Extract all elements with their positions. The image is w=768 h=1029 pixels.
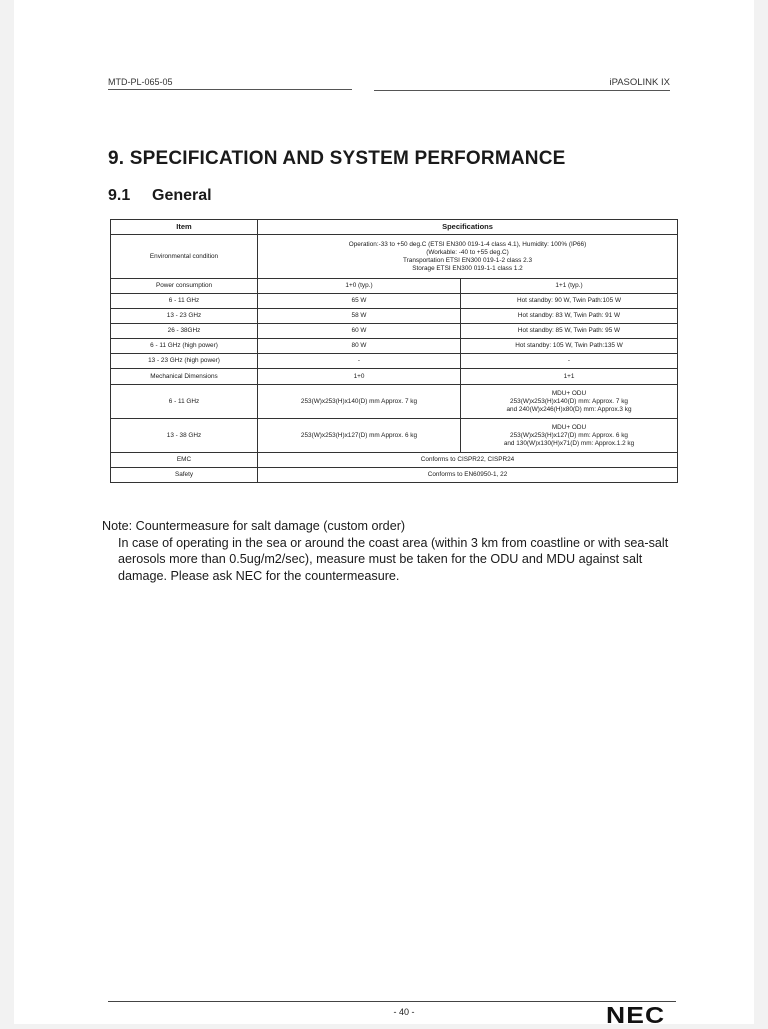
cell: 80 W bbox=[258, 339, 461, 354]
row-label: EMC bbox=[111, 453, 258, 468]
cell: Conforms to EN60950-1, 22 bbox=[258, 468, 678, 483]
table-row bbox=[111, 294, 678, 309]
cell: 58 W bbox=[258, 309, 461, 324]
cell: Conforms to CISPR22, CISPR24 bbox=[258, 453, 678, 468]
cell: 253(W)x253(H)x140(D) mm Approx. 7 kg bbox=[258, 385, 461, 419]
document-page bbox=[14, 0, 754, 1028]
cell bbox=[461, 419, 678, 453]
table-row-emc bbox=[111, 453, 678, 468]
mech-col-1: 1+0 bbox=[258, 369, 461, 385]
cell-line: MDU+ ODU bbox=[551, 389, 587, 397]
env-line: Storage ETSI EN300 019-1-1 class 1.2 bbox=[412, 264, 523, 272]
row-label: 13 - 38 GHz bbox=[111, 419, 258, 453]
table-row bbox=[111, 385, 678, 419]
cell: Hot standby: 85 W, Twin Path: 95 W bbox=[461, 324, 678, 339]
cell: - bbox=[461, 354, 678, 369]
col-header-item: Item bbox=[111, 220, 258, 235]
row-label: Power consumption bbox=[111, 279, 258, 294]
spec-table bbox=[110, 219, 678, 483]
row-label: Safety bbox=[111, 468, 258, 483]
cell-line: MDU+ ODU bbox=[551, 423, 587, 431]
subsection-heading bbox=[108, 187, 212, 205]
header-product: iPASOLINK IX bbox=[374, 77, 670, 91]
table-row bbox=[111, 309, 678, 324]
power-col-1: 1+0 (typ.) bbox=[258, 279, 461, 294]
cell-line: 253(W)x253(H)x140(D) mm: Approx. 7 kg bbox=[510, 397, 628, 405]
env-line: (Workable: -40 to +55 deg.C) bbox=[426, 248, 509, 256]
cell-line: 253(W)x253(H)x127(D) mm: Approx. 6 kg bbox=[510, 431, 628, 439]
note-body: In case of operating in the sea or around the coast area (within 3 km from coastline or with sea-salt aerosols more than 0.5ug/m2/sec), measure must be taken for the ODU and MDU against salt damage. Please ask NEC for the countermeasure. bbox=[118, 535, 669, 583]
table-row-safety bbox=[111, 468, 678, 483]
row-label: Mechanical Dimensions bbox=[111, 369, 258, 385]
subsection-number: 9.1 bbox=[108, 187, 131, 204]
nec-logo: NEC bbox=[606, 1002, 666, 1028]
cell: 60 W bbox=[258, 324, 461, 339]
table-header-row bbox=[111, 220, 678, 235]
env-line: Transportation ETSI EN300 019-1-2 class 2.3 bbox=[402, 256, 533, 264]
power-col-2: 1+1 (typ.) bbox=[461, 279, 678, 294]
note-title: Note: Countermeasure for salt damage (custom order) bbox=[102, 519, 406, 533]
cell-line: and 130(W)x130(H)x71(D) mm: Approx.1.2 kg bbox=[503, 439, 635, 447]
cell-line: and 240(W)x246(H)x80(D) mm: Approx.3 kg bbox=[506, 405, 632, 413]
page-number: - 40 - bbox=[393, 1007, 415, 1017]
row-label: 13 - 23 GHz (high power) bbox=[111, 354, 258, 369]
row-label: 6 - 11 GHz bbox=[111, 385, 258, 419]
env-spec-cell bbox=[258, 235, 678, 279]
row-label: 6 - 11 GHz bbox=[111, 294, 258, 309]
table-row-mech-header bbox=[111, 369, 678, 385]
cell: 65 W bbox=[258, 294, 461, 309]
row-label: 26 - 38GHz bbox=[111, 324, 258, 339]
cell: Hot standby: 90 W, Twin Path:105 W bbox=[461, 294, 678, 309]
row-label: Environmental condition bbox=[111, 235, 258, 279]
footer-divider bbox=[108, 1001, 676, 1002]
cell: Hot standby: 105 W, Twin Path:135 W bbox=[461, 339, 678, 354]
table-row-environment bbox=[111, 235, 678, 279]
subsection-title: General bbox=[152, 187, 212, 204]
table-row bbox=[111, 339, 678, 354]
table-row-power-header bbox=[111, 279, 678, 294]
table-row bbox=[111, 419, 678, 453]
header-doc-id: MTD-PL-065-05 bbox=[108, 77, 352, 90]
table-row bbox=[111, 354, 678, 369]
mech-col-2: 1+1 bbox=[461, 369, 678, 385]
table-row bbox=[111, 324, 678, 339]
env-line: Operation:-33 to +50 deg.C (ETSI EN300 019-1-4 class 4.1), Humidity: 100% (IP66) bbox=[348, 240, 587, 248]
cell: - bbox=[258, 354, 461, 369]
salt-damage-note bbox=[102, 518, 682, 584]
row-label: 6 - 11 GHz (high power) bbox=[111, 339, 258, 354]
section-title: 9. SPECIFICATION AND SYSTEM PERFORMANCE bbox=[108, 148, 566, 169]
col-header-spec: Specifications bbox=[258, 220, 678, 235]
cell bbox=[461, 385, 678, 419]
row-label: 13 - 23 GHz bbox=[111, 309, 258, 324]
cell: Hot standby: 83 W, Twin Path: 91 W bbox=[461, 309, 678, 324]
cell: 253(W)x253(H)x127(D) mm Approx. 6 kg bbox=[258, 419, 461, 453]
